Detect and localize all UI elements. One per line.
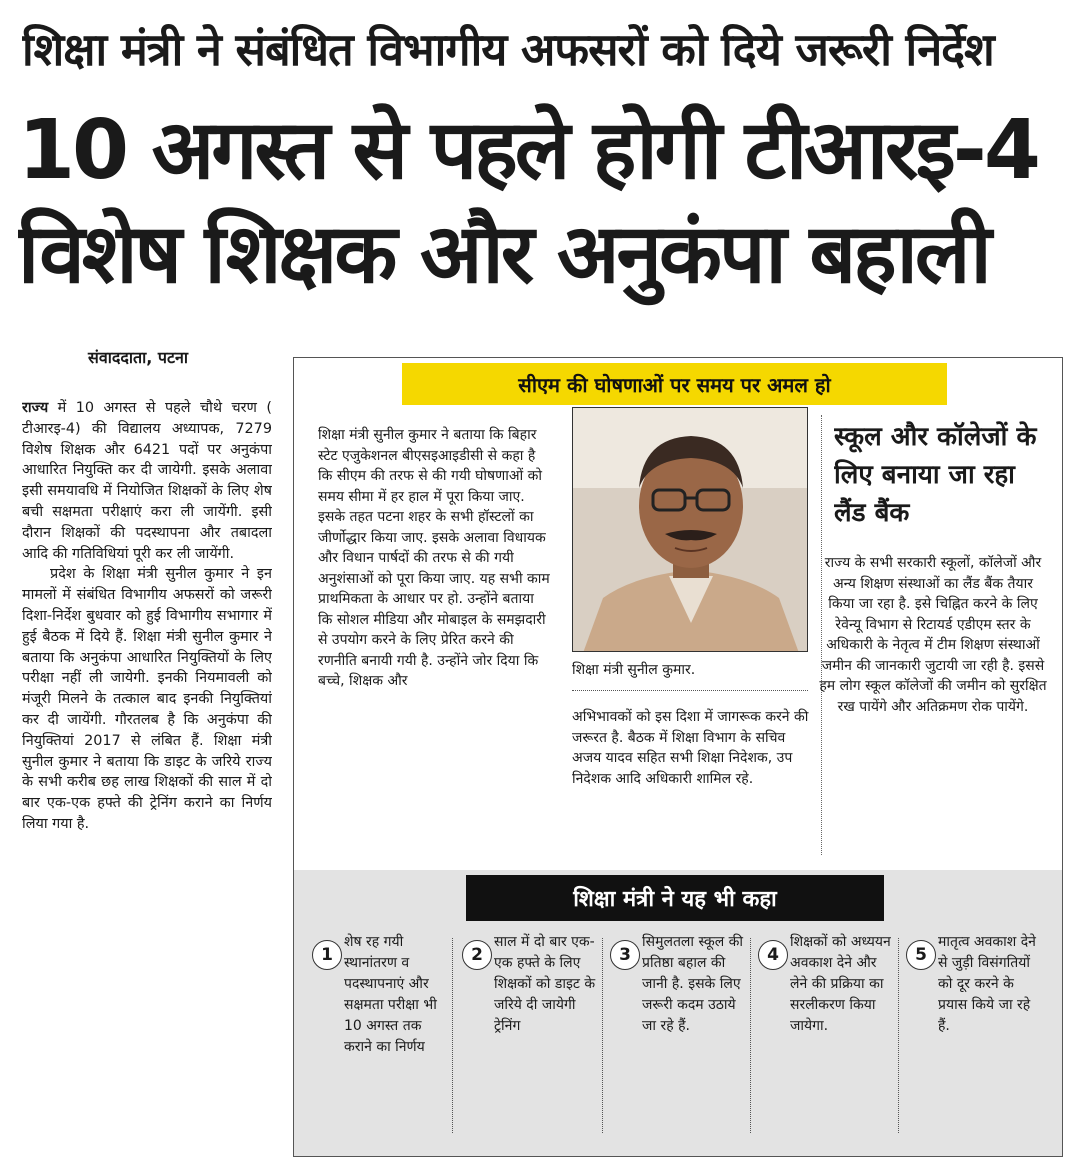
points-title-banner: शिक्षा मंत्री ने यह भी कहा <box>466 875 884 921</box>
point-text: सिमुलतला स्कूल की प्रतिष्ठा बहाल की जानी है. इसके लिए जरूरी कदम उठाये जा रहे हैं. <box>642 934 744 1034</box>
main-article-column <box>22 398 272 1158</box>
point-divider <box>602 938 603 1133</box>
article-para-2: प्रदेश के शिक्षा मंत्री सुनील कुमार ने इन मामलों में संबंधित विभागीय अफसरों को जरूरी दिशा-निर्देश बुधवार को हुई विभागीय सभागार में हुई बैठक में दिये हैं. शिक्षा मंत्री सुनील कुमार ने बताया कि अनुकंपा आधारित नियुक्तियों के लिए परीक्षा नहीं ली जायेगी. इनकी नियमावली को मंजूरी मिलने के तत्काल बाद इनकी नियुक्तियां कर दी जायेंगी. गौरतलब है कि अनुकंपा की नियुक्तियां 2017 से लंबित हैं. शिक्षा मंत्री सुनील कुमार ने बताया कि डाइट के जरिये राज्य के सभी करीब छह लाख शिक्षकों की साल में दो बार एक-एक हफ्ते की ट्रेनिंग कराने का निर्णय लिया गया है. <box>22 566 272 832</box>
box-middle-text: शिक्षा मंत्री सुनील कुमार ने बताया कि बिहार स्टेट एजुकेशनल बीएसइआइडीसी से कहा है कि सीएम की तरफ से की गयी घोषणाओं को समय सीमा में हर हाल में पूरा किया जाए. इसके तहत पटना शहर के सभी हॉस्टलों का जीर्णोद्धार किया जाए. इसके अलावा विधायक और विधान पार्षदों की तरफ से की गयी अनुशंसाओं को पूरा किया जाए. यह सभी काम प्राथमिकता के आधार पर हो. उन्होंने बताया कि सोशल मीडिया और मोबाइल के समझदारी से उपयोग करने के लिए प्रेरित करने की रणनीति बनायी गयी है. उन्होंने जोर दिया कि बच्चे, शिक्षक और <box>318 427 550 689</box>
minister-photo <box>572 407 808 652</box>
point-number-badge: 4 <box>758 940 788 970</box>
article-para-1-text: में 10 अगस्त से पहले चौथे चरण ( टीआरइ-4) की विद्यालय अध्यापक, 7279 विशेष शिक्षक और 6421 पदों पर अनुकंपा आधारित नियुक्ति कर दी जायेगी. इसके अलावा इसी समयावधि में नियोजित शिक्षकों के लिए शेष बची सक्षमता परीक्षाएं करा ली जायेंगी. इसी दौरान शिक्षकों की पदस्थापना और तबादला आदि की गतिविधियां पूरी कर ली जायेंगी. <box>22 400 272 562</box>
point-text: साल में दो बार एक-एक हफ्ते के लिए शिक्षकों को डाइट के जरिये दी जायेगी ट्रेनिंग <box>494 934 596 1034</box>
box-title-banner: सीएम की घोषणाओं पर समय पर अमल हो <box>402 363 947 405</box>
lead-word: राज्य <box>22 400 49 416</box>
point-divider <box>452 938 453 1133</box>
land-bank-heading: स्कूल और कॉलेजों के लिए बनाया जा रहा लैंड बैंक <box>834 422 1037 528</box>
portrait-illustration <box>573 408 808 652</box>
photo-caption: शिक्षा मंत्री सुनील कुमार. <box>572 662 696 678</box>
point-divider <box>750 938 751 1133</box>
land-bank-text: राज्य के सभी सरकारी स्कूलों, कॉलेजों और अन्य शिक्षण संस्थाओं का लैंड बैंक तैयार किया जा रहा है. इसे चिह्नित करने के लिए रेवेन्यू विभाग से रिटायर्ड एडीएम स्तर के अधिकारी के नेतृत्व में टीम शिक्षण संस्थाओं जमीन की जानकारी जुटायी जा रही है. इससे हम लोग स्कूल कॉलेजों की जमीन को सुरक्षित रख पायेंगे और अतिक्रमण रोक पायेंगे. <box>819 555 1047 715</box>
point-number-badge: 1 <box>312 940 342 970</box>
point-text: मातृत्व अवकाश देने से जुड़ी विसंगतियों को दूर करने के प्रयास किये जा रहे हैं. <box>938 934 1036 1034</box>
headline-line-1: 10 अगस्त से पहले होगी टीआरइ-4 <box>18 103 1038 198</box>
article-para-1 <box>22 398 272 564</box>
headline-line-2: विशेष शिक्षक और अनुकंपा बहाली <box>18 207 989 302</box>
point-text: शेष रह गयी स्थानांतरण व पदस्थापनाएं और सक्षमता परीक्षा भी 10 अगस्त तक कराने का निर्णय <box>344 934 437 1055</box>
point-divider <box>898 938 899 1133</box>
point-text: शिक्षकों को अध्ययन अवकाश देने और लेने की प्रक्रिया का सरलीकरण किया जायेगा. <box>790 934 891 1034</box>
box-middle-text-continued: अभिभावकों को इस दिशा में जागरूक करने की जरूरत है. बैठक में शिक्षा विभाग के सचिव अजय यादव सहित सभी शिक्षा निदेशक, उप निदेशक आदि अधिकारी शामिल रहे. <box>572 709 809 787</box>
caption-divider <box>572 690 808 691</box>
point-number-badge: 5 <box>906 940 936 970</box>
byline: संवाददाता, पटना <box>88 348 189 367</box>
point-number-badge: 3 <box>610 940 640 970</box>
kicker-headline: शिक्षा मंत्री ने संबंधित विभागीय अफसरों को दिये जरूरी निर्देश <box>22 23 994 76</box>
point-number-badge: 2 <box>462 940 492 970</box>
